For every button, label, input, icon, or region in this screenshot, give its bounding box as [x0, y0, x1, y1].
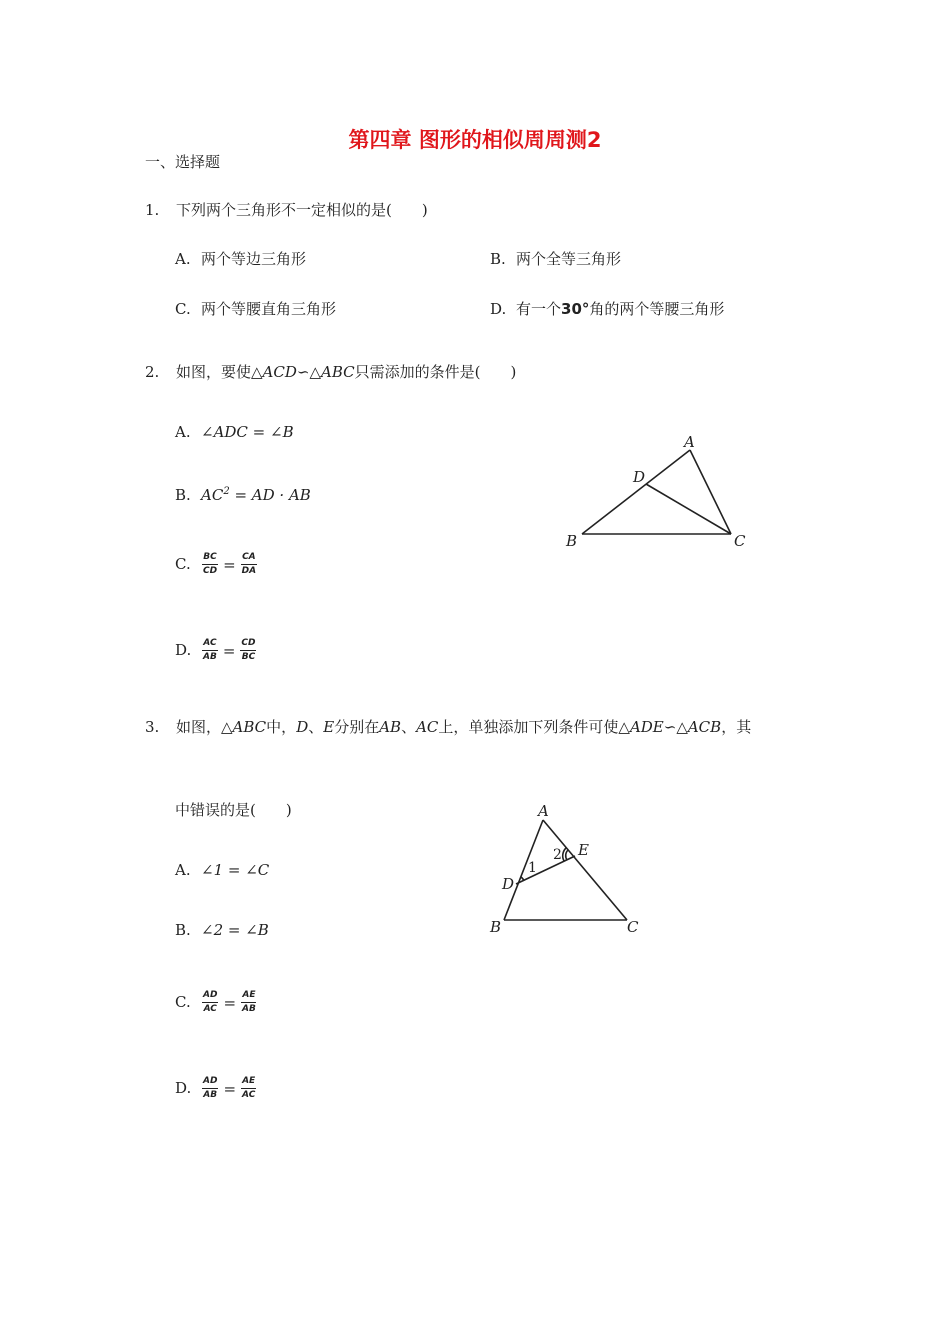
fraction-left — [202, 552, 218, 577]
vertex-a-label: A — [684, 433, 695, 451]
option-text: 两个全等三角形 — [516, 250, 622, 268]
question-stem: 如图， — [176, 718, 222, 736]
denominator: DA — [241, 566, 257, 576]
fraction-left — [202, 638, 218, 663]
vertex-e-label: E — [578, 841, 589, 859]
q1-option-c[interactable] — [175, 299, 336, 319]
option-label: D. — [175, 1078, 192, 1097]
numerator: AC — [202, 638, 217, 651]
question-number: 3. — [145, 718, 160, 736]
option-math: AC — [201, 486, 224, 504]
option-label: A. — [175, 250, 191, 268]
angle-1-label: 1 — [528, 860, 537, 876]
angle-2-arc — [566, 850, 568, 860]
segment-ba — [504, 820, 543, 920]
numerator: CD — [240, 638, 256, 651]
question-2 — [145, 362, 516, 382]
equals-sign: = — [222, 641, 236, 660]
q3-triangle-figure — [480, 798, 650, 943]
option-math: ∠1 = ∠C — [201, 861, 270, 879]
fraction-right — [241, 1076, 256, 1101]
option-math: ∠2 = ∠B — [201, 921, 269, 939]
denominator: BC — [241, 652, 256, 662]
question-number: 1. — [145, 201, 160, 219]
segment-ba — [582, 450, 690, 534]
similarity-expression: △ACD∽△ABC — [251, 363, 355, 381]
option-label: C. — [175, 554, 191, 573]
numerator: AD — [202, 1076, 218, 1089]
numerator: AE — [241, 990, 256, 1003]
fraction-right — [240, 638, 256, 663]
exponent: 2 — [223, 486, 230, 497]
section-heading: 一、选择题 — [145, 153, 221, 171]
option-label: D. — [175, 640, 192, 659]
q2-option-a[interactable] — [175, 422, 294, 442]
segment-ab-ref: AB — [379, 718, 402, 736]
question-stem: ，其 — [721, 718, 752, 736]
equals-sign: = — [223, 993, 237, 1012]
numerator: BC — [202, 552, 217, 565]
equals-sign: = — [223, 555, 236, 574]
triangle-expression: △ABC — [221, 718, 267, 736]
option-text: 角的两个等腰三角形 — [589, 300, 725, 318]
question-number: 2. — [145, 363, 160, 381]
q2-option-d[interactable] — [175, 638, 257, 663]
vertex-b-label: B — [566, 532, 578, 550]
page-title: 第四章 图形的相似周周测2 — [348, 128, 602, 152]
vertex-d-label: D — [633, 468, 646, 486]
q1-option-b[interactable] — [490, 249, 621, 269]
question-3 — [145, 717, 751, 737]
q3-option-d[interactable] — [175, 1076, 257, 1101]
point-d: D — [296, 718, 309, 736]
fraction-left — [202, 1076, 218, 1101]
option-label: A. — [175, 423, 191, 441]
point-e: E — [323, 718, 335, 736]
denominator: AC — [203, 1004, 217, 1014]
equals-sign: = — [223, 1079, 237, 1098]
q1-option-d[interactable] — [490, 299, 724, 319]
question-stem: 下列两个三角形不一定相似的是( ) — [176, 201, 428, 219]
denominator: AB — [203, 1090, 218, 1100]
option-math: = AD · AB — [229, 486, 311, 504]
q1-option-a[interactable] — [175, 249, 306, 269]
q2-triangle-figure — [560, 430, 760, 555]
option-label: B. — [175, 921, 191, 939]
vertex-a-label: A — [538, 802, 549, 820]
option-text: 有一个 — [516, 300, 562, 318]
question-3-continued: 中错误的是( ) — [175, 801, 292, 819]
question-stem: 上，单独添加下列条件可使 — [438, 718, 619, 736]
denominator: CD — [203, 566, 218, 576]
q2-option-c[interactable] — [175, 552, 258, 577]
numerator: AD — [202, 990, 218, 1003]
option-text: 两个等边三角形 — [201, 250, 307, 268]
segment-de — [516, 856, 575, 884]
q3-option-c[interactable] — [175, 990, 258, 1015]
question-stem: 、 — [401, 718, 417, 736]
q3-option-b[interactable] — [175, 920, 269, 940]
question-stem: 分别在 — [334, 718, 380, 736]
question-stem: 只需添加的条件是( ) — [354, 363, 517, 381]
vertex-c-label: C — [627, 918, 639, 936]
fraction-right — [241, 552, 257, 577]
option-text: 两个等腰直角三角形 — [201, 300, 337, 318]
fraction-left — [202, 990, 218, 1015]
angle-value: 30° — [561, 300, 590, 318]
option-label: C. — [175, 992, 191, 1011]
question-stem: 、 — [308, 718, 324, 736]
option-label: B. — [490, 250, 506, 268]
question-stem: 如图，要使 — [176, 363, 252, 381]
option-label: C. — [175, 300, 191, 318]
denominator: AB — [242, 1004, 256, 1014]
segment-ac-ref: AC — [416, 718, 439, 736]
question-stem: 中， — [266, 718, 297, 736]
option-label: A. — [175, 861, 191, 879]
denominator: AB — [203, 652, 217, 662]
option-label: B. — [175, 486, 191, 504]
angle-2-label: 2 — [553, 847, 562, 863]
numerator: CA — [241, 552, 257, 565]
vertex-c-label: C — [734, 532, 746, 550]
q2-option-b[interactable] — [175, 482, 311, 505]
question-1 — [145, 200, 428, 220]
numerator: AE — [241, 1076, 256, 1089]
segment-ac — [543, 820, 627, 920]
q3-option-a[interactable] — [175, 860, 269, 880]
option-math: ∠ADC = ∠B — [201, 423, 294, 441]
fraction-right — [241, 990, 257, 1015]
denominator: AC — [242, 1090, 256, 1100]
option-label: D. — [490, 300, 507, 318]
vertex-b-label: B — [490, 918, 502, 936]
vertex-d-label: D — [502, 875, 515, 893]
similarity-expression: △ADE∽△ACB — [618, 718, 722, 736]
